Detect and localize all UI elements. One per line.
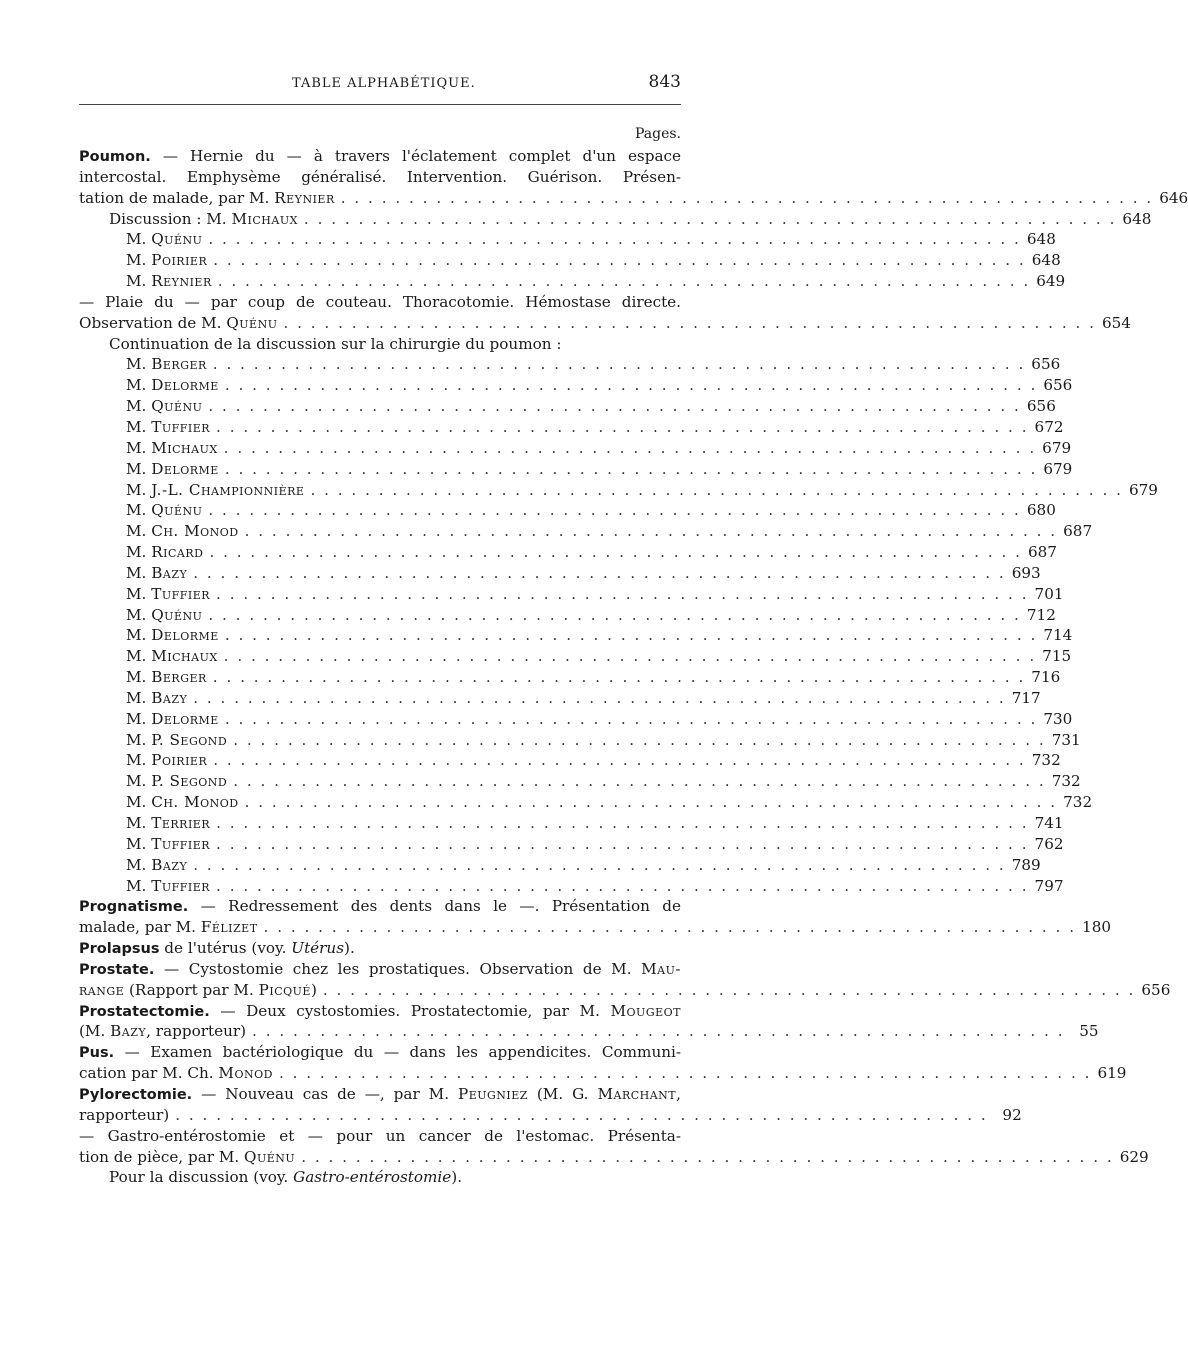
- speaker-name: Berger: [151, 355, 207, 374]
- dot-leader: . . . . . . . . . . . . . . . . . . . . . . . . . . . . . . . . . . . . . . . . . . . . . . . . . . . . . . . . . . . .: [303, 209, 1117, 228]
- entry-line: M. Reynier . . . . . . . . . . . . . . . . . . . . . . . . . . . . . . . . . . . . . . . . . . . . . . . . . . . . . . . . . . . . 649: [126, 272, 1066, 291]
- speaker-name: Ricard: [151, 543, 204, 562]
- speaker-name: Ch. Monod: [151, 793, 239, 812]
- speaker-line: M. Berger . . . . . . . . . . . . . . . . . . . . . . . . . . . . . . . . . . . . . . . . . . . . . . . . . . . . . . . . . . . . 656: [126, 355, 1061, 374]
- speaker-name: Quénu: [151, 605, 203, 624]
- dot-leader: . . . . . . . . . . . . . . . . . . . . . . . . . . . . . . . . . . . . . . . . . . . . . . . . . . . . . . . . . . . .: [224, 709, 1038, 728]
- speaker-name: Tuffier: [151, 876, 211, 895]
- entry-line: Prostatectomie. — Deux cystostomies. Prostatectomie, par M. Mougeot: [79, 1001, 681, 1020]
- dot-leader: . . . . . . . . . . . . . . . . . . . . . . . . . . . . . . . . . . . . . . . . . . . . . . . . . . . . . . . . . . . .: [216, 814, 1029, 832]
- page-ref: 656: [1026, 397, 1056, 416]
- dot-leader: . . . . . . . . . . . . . . . . . . . . . . . . . . . . . . . . . . . . . . . . . . . . . . . . . . . . . . . . . . . .: [208, 501, 1021, 520]
- page-ref: 648: [1031, 251, 1061, 270]
- page-ref: 55: [1079, 1022, 1099, 1041]
- dot-leader: . . . . . . . . . . . . . . . . . . . . . . . . . . . . . . . . . . . . . . . . . . . . . . . . . . . . . . . . . . . .: [278, 1064, 1092, 1083]
- speaker-line: M. Tuffier . . . . . . . . . . . . . . . . . . . . . . . . . . . . . . . . . . . . . . . . . . . . . . . . . . . . . . . . . . . . 797: [126, 876, 1064, 895]
- entry-line: M. Poirier . . . . . . . . . . . . . . . . . . . . . . . . . . . . . . . . . . . . . . . . . . . . . . . . . . . . . . . . . . . . 648: [126, 251, 1061, 270]
- dot-leader: . . . . . . . . . . . . . . . . . . . . . . . . . . . . . . . . . . . . . . . . . . . . . . . . . . . . . . . . . . . .: [208, 230, 1021, 249]
- page-ref: 732: [1031, 751, 1061, 770]
- speaker-line: M. Tuffier . . . . . . . . . . . . . . . . . . . . . . . . . . . . . . . . . . . . . . . . . . . . . . . . . . . . . . . . . . . . 701: [126, 584, 1064, 603]
- page-ref: 717: [1011, 688, 1041, 707]
- pages-column-label: Pages.: [634, 126, 681, 142]
- page-number: 843: [648, 72, 681, 92]
- speaker-name: Tuffier: [151, 417, 211, 436]
- running-title: TABLE ALPHABÉTIQUE.: [292, 76, 476, 91]
- speaker-name: Quénu: [151, 501, 203, 520]
- page-ref: 679: [1043, 459, 1073, 478]
- page-ref: 92: [1002, 1105, 1022, 1124]
- dot-leader: . . . . . . . . . . . . . . . . . . . . . . . . . . . . . . . . . . . . . . . . . . . . . . . . . . . . . . . . . . . .: [244, 522, 1058, 541]
- dot-leader: . . . . . . . . . . . . . . . . . . . . . . . . . . . . . . . . . . . . . . . . . . . . . . . . . . . . . . . . . . . .: [208, 397, 1021, 416]
- dot-leader: . . . . . . . . . . . . . . . . . . . . . . . . . . . . . . . . . . . . . . . . . . . . . . . . . . . . . . . . . . . .: [322, 980, 1136, 999]
- dot-leader: . . . . . . . . . . . . . . . . . . . . . . . . . . . . . . . . . . . . . . . . . . . . . . . . . . . . . . . . . . . .: [217, 272, 1031, 291]
- dot-leader: . . . . . . . . . . . . . . . . . . . . . . . . . . . . . . . . . . . . . . . . . . . . . . . . . . . . . . . . . . . .: [224, 626, 1038, 645]
- dot-leader: . . . . . . . . . . . . . . . . . . . . . . . . . . . . . . . . . . . . . . . . . . . . . . . . . . . . . . . . . . . .: [283, 313, 1096, 332]
- page-ref: 732: [1063, 793, 1093, 812]
- speaker-name: P. Segond: [151, 730, 228, 749]
- speaker-line: M. Delorme . . . . . . . . . . . . . . . . . . . . . . . . . . . . . . . . . . . . . . . . . . . . . . . . . . . . . . . . . . . . 679: [126, 459, 1073, 478]
- page-ref: 687: [1063, 522, 1093, 541]
- speaker-line: M. Delorme . . . . . . . . . . . . . . . . . . . . . . . . . . . . . . . . . . . . . . . . . . . . . . . . . . . . . . . . . . . . 714: [126, 626, 1073, 645]
- speaker-name: Tuffier: [151, 584, 211, 603]
- dot-leader: . . . . . . . . . . . . . . . . . . . . . . . . . . . . . . . . . . . . . . . . . . . . . . . . . . . . . . . . . . . .: [216, 417, 1029, 436]
- dot-leader: . . . . . . . . . . . . . . . . . . . . . . . . . . . . . . . . . . . . . . . . . . . . . . . . . . . . . . . . . . . .: [175, 1105, 988, 1124]
- speaker-line: M. Ch. Monod . . . . . . . . . . . . . . . . . . . . . . . . . . . . . . . . . . . . . . . . . . . . . . . . . . . . . . . . . . . . 687: [126, 522, 1093, 541]
- speaker-name: Tuffier: [151, 834, 211, 853]
- page-ref: 762: [1034, 834, 1064, 853]
- speaker-line: M. Bazy . . . . . . . . . . . . . . . . . . . . . . . . . . . . . . . . . . . . . . . . . . . . . . . . . . . . . . . . . . . . 789: [126, 855, 1041, 874]
- page-ref: 656: [1141, 980, 1171, 999]
- page-ref: 730: [1043, 709, 1073, 728]
- speaker-name: Michaux: [151, 438, 218, 457]
- speaker-name: Bazy: [151, 855, 188, 874]
- entry-line: cation par M. Ch. Monod . . . . . . . . . . . . . . . . . . . . . . . . . . . . . . . . . . . . . . . . . . . . . . . . . . . . . . . . . . . . 619: [79, 1064, 1127, 1083]
- entry-line: Pus. — Examen bactériologique du — dans les appendicites. Communi-: [79, 1043, 681, 1062]
- dot-leader: . . . . . . . . . . . . . . . . . . . . . . . . . . . . . . . . . . . . . . . . . . . . . . . . . . . . . . . . . . . .: [193, 688, 1006, 707]
- entry-line: M. Quénu . . . . . . . . . . . . . . . . . . . . . . . . . . . . . . . . . . . . . . . . . . . . . . . . . . . . . . . . . . . . 648: [126, 230, 1056, 249]
- page-ref: 732: [1051, 772, 1081, 791]
- speaker-name: Delorme: [151, 376, 219, 395]
- entry-line: range (Rapport par M. Picqué) . . . . . . . . . . . . . . . . . . . . . . . . . . . . . . . . . . . . . . . . . . . . . . . . . . . . . . . . . . . . 656: [79, 980, 1171, 999]
- page-ref: 672: [1034, 417, 1064, 436]
- headword-prognatisme: Prognatisme.: [79, 899, 189, 916]
- speaker-name: Ch. Monod: [151, 522, 239, 541]
- page-ref: 712: [1026, 605, 1056, 624]
- page-ref: 648: [1026, 230, 1056, 249]
- speaker-line: M. J.-L. Championnière . . . . . . . . . . . . . . . . . . . . . . . . . . . . . . . . . . . . . . . . . . . . . . . . . . . . . . . . . . . . 679: [126, 480, 1158, 499]
- speaker-name: Bazy: [151, 688, 188, 707]
- speaker-line: M. Quénu . . . . . . . . . . . . . . . . . . . . . . . . . . . . . . . . . . . . . . . . . . . . . . . . . . . . . . . . . . . . 680: [126, 501, 1056, 520]
- entry-line: Prognatisme. — Redressement des dents dans le —. Présentation de: [79, 897, 681, 916]
- index-entries: [79, 146, 1188, 1188]
- page-ref: 180: [1082, 918, 1112, 937]
- speaker-line: M. Tuffier . . . . . . . . . . . . . . . . . . . . . . . . . . . . . . . . . . . . . . . . . . . . . . . . . . . . . . . . . . . . 672: [126, 417, 1064, 436]
- speaker-line: M. Quénu . . . . . . . . . . . . . . . . . . . . . . . . . . . . . . . . . . . . . . . . . . . . . . . . . . . . . . . . . . . . 712: [126, 605, 1056, 624]
- entry-line: tion de pièce, par M. Quénu . . . . . . . . . . . . . . . . . . . . . . . . . . . . . . . . . . . . . . . . . . . . . . . . . . . . . . . . . . . . 629: [79, 1147, 1149, 1166]
- entry-line: — Plaie du — par coup de couteau. Thoracotomie. Hémostase directe.: [79, 292, 681, 311]
- header-rule: [79, 104, 681, 105]
- cross-reference: Gastro-entérostomie: [293, 1168, 452, 1187]
- page-ref: 654: [1101, 313, 1131, 332]
- headword-pylorectomie: Pylorectomie.: [79, 1086, 193, 1103]
- entry-line: Continuation de la discussion sur la chirurgie du poumon :: [109, 334, 562, 353]
- speaker-name: Delorme: [151, 626, 219, 645]
- dot-leader: . . . . . . . . . . . . . . . . . . . . . . . . . . . . . . . . . . . . . . . . . . . . . . . . . . . . . . . . . . . .: [223, 438, 1037, 457]
- entry-line: Observation de M. Quénu . . . . . . . . . . . . . . . . . . . . . . . . . . . . . . . . . . . . . . . . . . . . . . . . . . . . . . . . . . . . 654: [79, 313, 1131, 332]
- page-ref: 649: [1036, 272, 1066, 291]
- entry-line: — Gastro-entérostomie et — pour un cancer de l'estomac. Présenta-: [79, 1126, 681, 1145]
- speaker-line: M. Delorme . . . . . . . . . . . . . . . . . . . . . . . . . . . . . . . . . . . . . . . . . . . . . . . . . . . . . . . . . . . . 730: [126, 709, 1073, 728]
- dot-leader: . . . . . . . . . . . . . . . . . . . . . . . . . . . . . . . . . . . . . . . . . . . . . . . . . . . . . . . . . . . .: [208, 605, 1021, 624]
- page-ref: 629: [1119, 1147, 1149, 1166]
- cross-reference: Utérus: [291, 939, 345, 958]
- page-ref: 680: [1026, 501, 1056, 520]
- dot-leader: . . . . . . . . . . . . . . . . . . . . . . . . . . . . . . . . . . . . . . . . . . . . . . . . . . . . . . . . . . . .: [213, 251, 1026, 270]
- page-ref: 789: [1011, 855, 1041, 874]
- dot-leader: . . . . . . . . . . . . . . . . . . . . . . . . . . . . . . . . . . . . . . . . . . . . . . . . . . . . . . . . . . . .: [301, 1147, 1114, 1166]
- speaker-name: Bazy: [151, 563, 188, 582]
- dot-leader: . . . . . . . . . . . . . . . . . . . . . . . . . . . . . . . . . . . . . . . . . . . . . . . . . . . . . . . . . . . .: [224, 376, 1038, 395]
- speaker-name: Terrier: [151, 814, 211, 832]
- entry-line: Prostate. — Cystostomie chez les prostatiques. Observation de M. Mau-: [79, 959, 681, 978]
- entry-line: Poumon. — Hernie du — à travers l'éclatement complet d'un espace: [79, 147, 681, 165]
- speaker-line: M. Bazy . . . . . . . . . . . . . . . . . . . . . . . . . . . . . . . . . . . . . . . . . . . . . . . . . . . . . . . . . . . . 717: [126, 688, 1041, 707]
- dot-leader: . . . . . . . . . . . . . . . . . . . . . . . . . . . . . . . . . . . . . . . . . . . . . . . . . . . . . . . . . . . .: [209, 543, 1022, 562]
- dot-leader: . . . . . . . . . . . . . . . . . . . . . . . . . . . . . . . . . . . . . . . . . . . . . . . . . . . . . . . . . . . .: [224, 459, 1038, 478]
- dot-leader: . . . . . . . . . . . . . . . . . . . . . . . . . . . . . . . . . . . . . . . . . . . . . . . . . . . . . . . . . . . .: [340, 188, 1154, 207]
- speaker-line: M. P. Segond . . . . . . . . . . . . . . . . . . . . . . . . . . . . . . . . . . . . . . . . . . . . . . . . . . . . . . . . . . . . 732: [126, 772, 1081, 791]
- dot-leader: . . . . . . . . . . . . . . . . . . . . . . . . . . . . . . . . . . . . . . . . . . . . . . . . . . . . . . . . . . . .: [233, 730, 1046, 749]
- speaker-name: Berger: [151, 668, 207, 687]
- speaker-line: M. Berger . . . . . . . . . . . . . . . . . . . . . . . . . . . . . . . . . . . . . . . . . . . . . . . . . . . . . . . . . . . . 716: [126, 668, 1061, 687]
- headword-prostate: Prostate.: [79, 961, 155, 978]
- dot-leader: . . . . . . . . . . . . . . . . . . . . . . . . . . . . . . . . . . . . . . . . . . . . . . . . . . . . . . . . . . . .: [252, 1022, 1065, 1041]
- headword-prostatectomie: Prostatectomie.: [79, 1003, 210, 1020]
- entry-line: intercostal. Emphysème généralisé. Intervention. Guérison. Présen-: [79, 167, 681, 186]
- entry-line: Pour la discussion (voy. Gastro-entérostomie).: [109, 1168, 463, 1187]
- dot-leader: . . . . . . . . . . . . . . . . . . . . . . . . . . . . . . . . . . . . . . . . . . . . . . . . . . . . . . . . . . . .: [216, 876, 1029, 895]
- page-ref: 646: [1159, 188, 1188, 207]
- page-ref: 656: [1043, 376, 1073, 395]
- page-ref: 741: [1034, 814, 1064, 832]
- page-ref: 687: [1027, 543, 1057, 562]
- page-ref: 715: [1042, 647, 1072, 666]
- speaker-name: Poirier: [151, 751, 208, 770]
- page-ref: 714: [1043, 626, 1073, 645]
- dot-leader: . . . . . . . . . . . . . . . . . . . . . . . . . . . . . . . . . . . . . . . . . . . . . . . . . . . . . . . . . . . .: [216, 584, 1029, 603]
- speaker-line: M. Poirier . . . . . . . . . . . . . . . . . . . . . . . . . . . . . . . . . . . . . . . . . . . . . . . . . . . . . . . . . . . . 732: [126, 751, 1061, 770]
- speaker-line: M. Michaux . . . . . . . . . . . . . . . . . . . . . . . . . . . . . . . . . . . . . . . . . . . . . . . . . . . . . . . . . . . . 679: [126, 438, 1072, 457]
- page-ref: 656: [1031, 355, 1061, 374]
- dot-leader: . . . . . . . . . . . . . . . . . . . . . . . . . . . . . . . . . . . . . . . . . . . . . . . . . . . . . . . . . . . .: [223, 647, 1037, 666]
- speaker-line: M. Ricard . . . . . . . . . . . . . . . . . . . . . . . . . . . . . . . . . . . . . . . . . . . . . . . . . . . . . . . . . . . . 687: [126, 543, 1057, 562]
- speaker-line: M. Terrier . . . . . . . . . . . . . . . . . . . . . . . . . . . . . . . . . . . . . . . . . . . . . . . . . . . . . . . . . . . . 741: [126, 814, 1064, 832]
- speaker-name: Delorme: [151, 709, 219, 728]
- speaker-name: P. Segond: [151, 772, 228, 791]
- dot-leader: . . . . . . . . . . . . . . . . . . . . . . . . . . . . . . . . . . . . . . . . . . . . . . . . . . . . . . . . . . . .: [193, 563, 1006, 582]
- entry-line: Prolapsus de l'utérus (voy. Utérus).: [79, 939, 355, 958]
- dot-leader: . . . . . . . . . . . . . . . . . . . . . . . . . . . . . . . . . . . . . . . . . . . . . . . . . . . . . . . . . . . .: [263, 918, 1077, 937]
- dot-leader: . . . . . . . . . . . . . . . . . . . . . . . . . . . . . . . . . . . . . . . . . . . . . . . . . . . . . . . . . . . .: [244, 793, 1058, 812]
- dot-leader: . . . . . . . . . . . . . . . . . . . . . . . . . . . . . . . . . . . . . . . . . . . . . . . . . . . . . . . . . . . .: [193, 855, 1006, 874]
- speaker-line: M. P. Segond . . . . . . . . . . . . . . . . . . . . . . . . . . . . . . . . . . . . . . . . . . . . . . . . . . . . . . . . . . . . 731: [126, 730, 1081, 749]
- entry-line: Discussion : M. Michaux . . . . . . . . . . . . . . . . . . . . . . . . . . . . . . . . . . . . . . . . . . . . . . . . . . . . . . . . . . . . 648: [109, 209, 1152, 228]
- page-ref: 797: [1034, 876, 1064, 895]
- headword-pus: Pus.: [79, 1045, 115, 1062]
- speaker-name: J.-L. Championnière: [151, 480, 305, 499]
- dot-leader: . . . . . . . . . . . . . . . . . . . . . . . . . . . . . . . . . . . . . . . . . . . . . . . . . . . . . . . . . . . .: [212, 355, 1026, 374]
- headword-prolapsus: Prolapsus: [79, 941, 160, 958]
- speaker-line: M. Tuffier . . . . . . . . . . . . . . . . . . . . . . . . . . . . . . . . . . . . . . . . . . . . . . . . . . . . . . . . . . . . 762: [126, 834, 1064, 853]
- speaker-name: Delorme: [151, 459, 219, 478]
- speaker-name: Michaux: [151, 647, 218, 666]
- page-ref: 619: [1097, 1064, 1127, 1083]
- entry-line: tation de malade, par M. Reynier . . . . . . . . . . . . . . . . . . . . . . . . . . . . . . . . . . . . . . . . . . . . . . . . . . . . . . . . . . . . 646: [79, 188, 1188, 207]
- headword-poumon: Poumon.: [79, 149, 151, 165]
- speaker-line: M. Quénu . . . . . . . . . . . . . . . . . . . . . . . . . . . . . . . . . . . . . . . . . . . . . . . . . . . . . . . . . . . . 656: [126, 397, 1056, 416]
- entry-line: rapporteur) . . . . . . . . . . . . . . . . . . . . . . . . . . . . . . . . . . . . . . . . . . . . . . . . . . . . . . . . . . . . 92: [79, 1105, 1022, 1124]
- dot-leader: . . . . . . . . . . . . . . . . . . . . . . . . . . . . . . . . . . . . . . . . . . . . . . . . . . . . . . . . . . . .: [233, 772, 1046, 791]
- entry-line: malade, par M. Félizet . . . . . . . . . . . . . . . . . . . . . . . . . . . . . . . . . . . . . . . . . . . . . . . . . . . . . . . . . . . . 180: [79, 918, 1112, 937]
- speaker-list: [79, 354, 1158, 896]
- page-ref: 716: [1031, 668, 1061, 687]
- dot-leader: . . . . . . . . . . . . . . . . . . . . . . . . . . . . . . . . . . . . . . . . . . . . . . . . . . . . . . . . . . . .: [213, 751, 1026, 770]
- speaker-line: M. Michaux . . . . . . . . . . . . . . . . . . . . . . . . . . . . . . . . . . . . . . . . . . . . . . . . . . . . . . . . . . . . 715: [126, 647, 1072, 666]
- dot-leader: . . . . . . . . . . . . . . . . . . . . . . . . . . . . . . . . . . . . . . . . . . . . . . . . . . . . . . . . . . . .: [212, 668, 1026, 687]
- page-ref: 679: [1128, 480, 1158, 499]
- entry-line: (M. Bazy, rapporteur) . . . . . . . . . . . . . . . . . . . . . . . . . . . . . . . . . . . . . . . . . . . . . . . . . . . . . . . . . . . . 55: [79, 1022, 1099, 1041]
- dot-leader: . . . . . . . . . . . . . . . . . . . . . . . . . . . . . . . . . . . . . . . . . . . . . . . . . . . . . . . . . . . .: [216, 834, 1029, 853]
- speaker-line: M. Delorme . . . . . . . . . . . . . . . . . . . . . . . . . . . . . . . . . . . . . . . . . . . . . . . . . . . . . . . . . . . . 656: [126, 376, 1073, 395]
- page-ref: 701: [1034, 584, 1064, 603]
- page-ref: 679: [1042, 438, 1072, 457]
- dot-leader: . . . . . . . . . . . . . . . . . . . . . . . . . . . . . . . . . . . . . . . . . . . . . . . . . . . . . . . . . . . .: [310, 480, 1123, 499]
- speaker-line: M. Bazy . . . . . . . . . . . . . . . . . . . . . . . . . . . . . . . . . . . . . . . . . . . . . . . . . . . . . . . . . . . . 693: [126, 563, 1041, 582]
- page-ref: 648: [1122, 209, 1152, 228]
- page-ref: 693: [1011, 563, 1041, 582]
- speaker-name: Quénu: [151, 397, 203, 416]
- page-ref: 731: [1051, 730, 1081, 749]
- speaker-line: M. Ch. Monod . . . . . . . . . . . . . . . . . . . . . . . . . . . . . . . . . . . . . . . . . . . . . . . . . . . . . . . . . . . . 732: [126, 793, 1093, 812]
- entry-line: Pylorectomie. — Nouveau cas de —, par M. Peugniez (M. G. Marchant,: [79, 1084, 681, 1103]
